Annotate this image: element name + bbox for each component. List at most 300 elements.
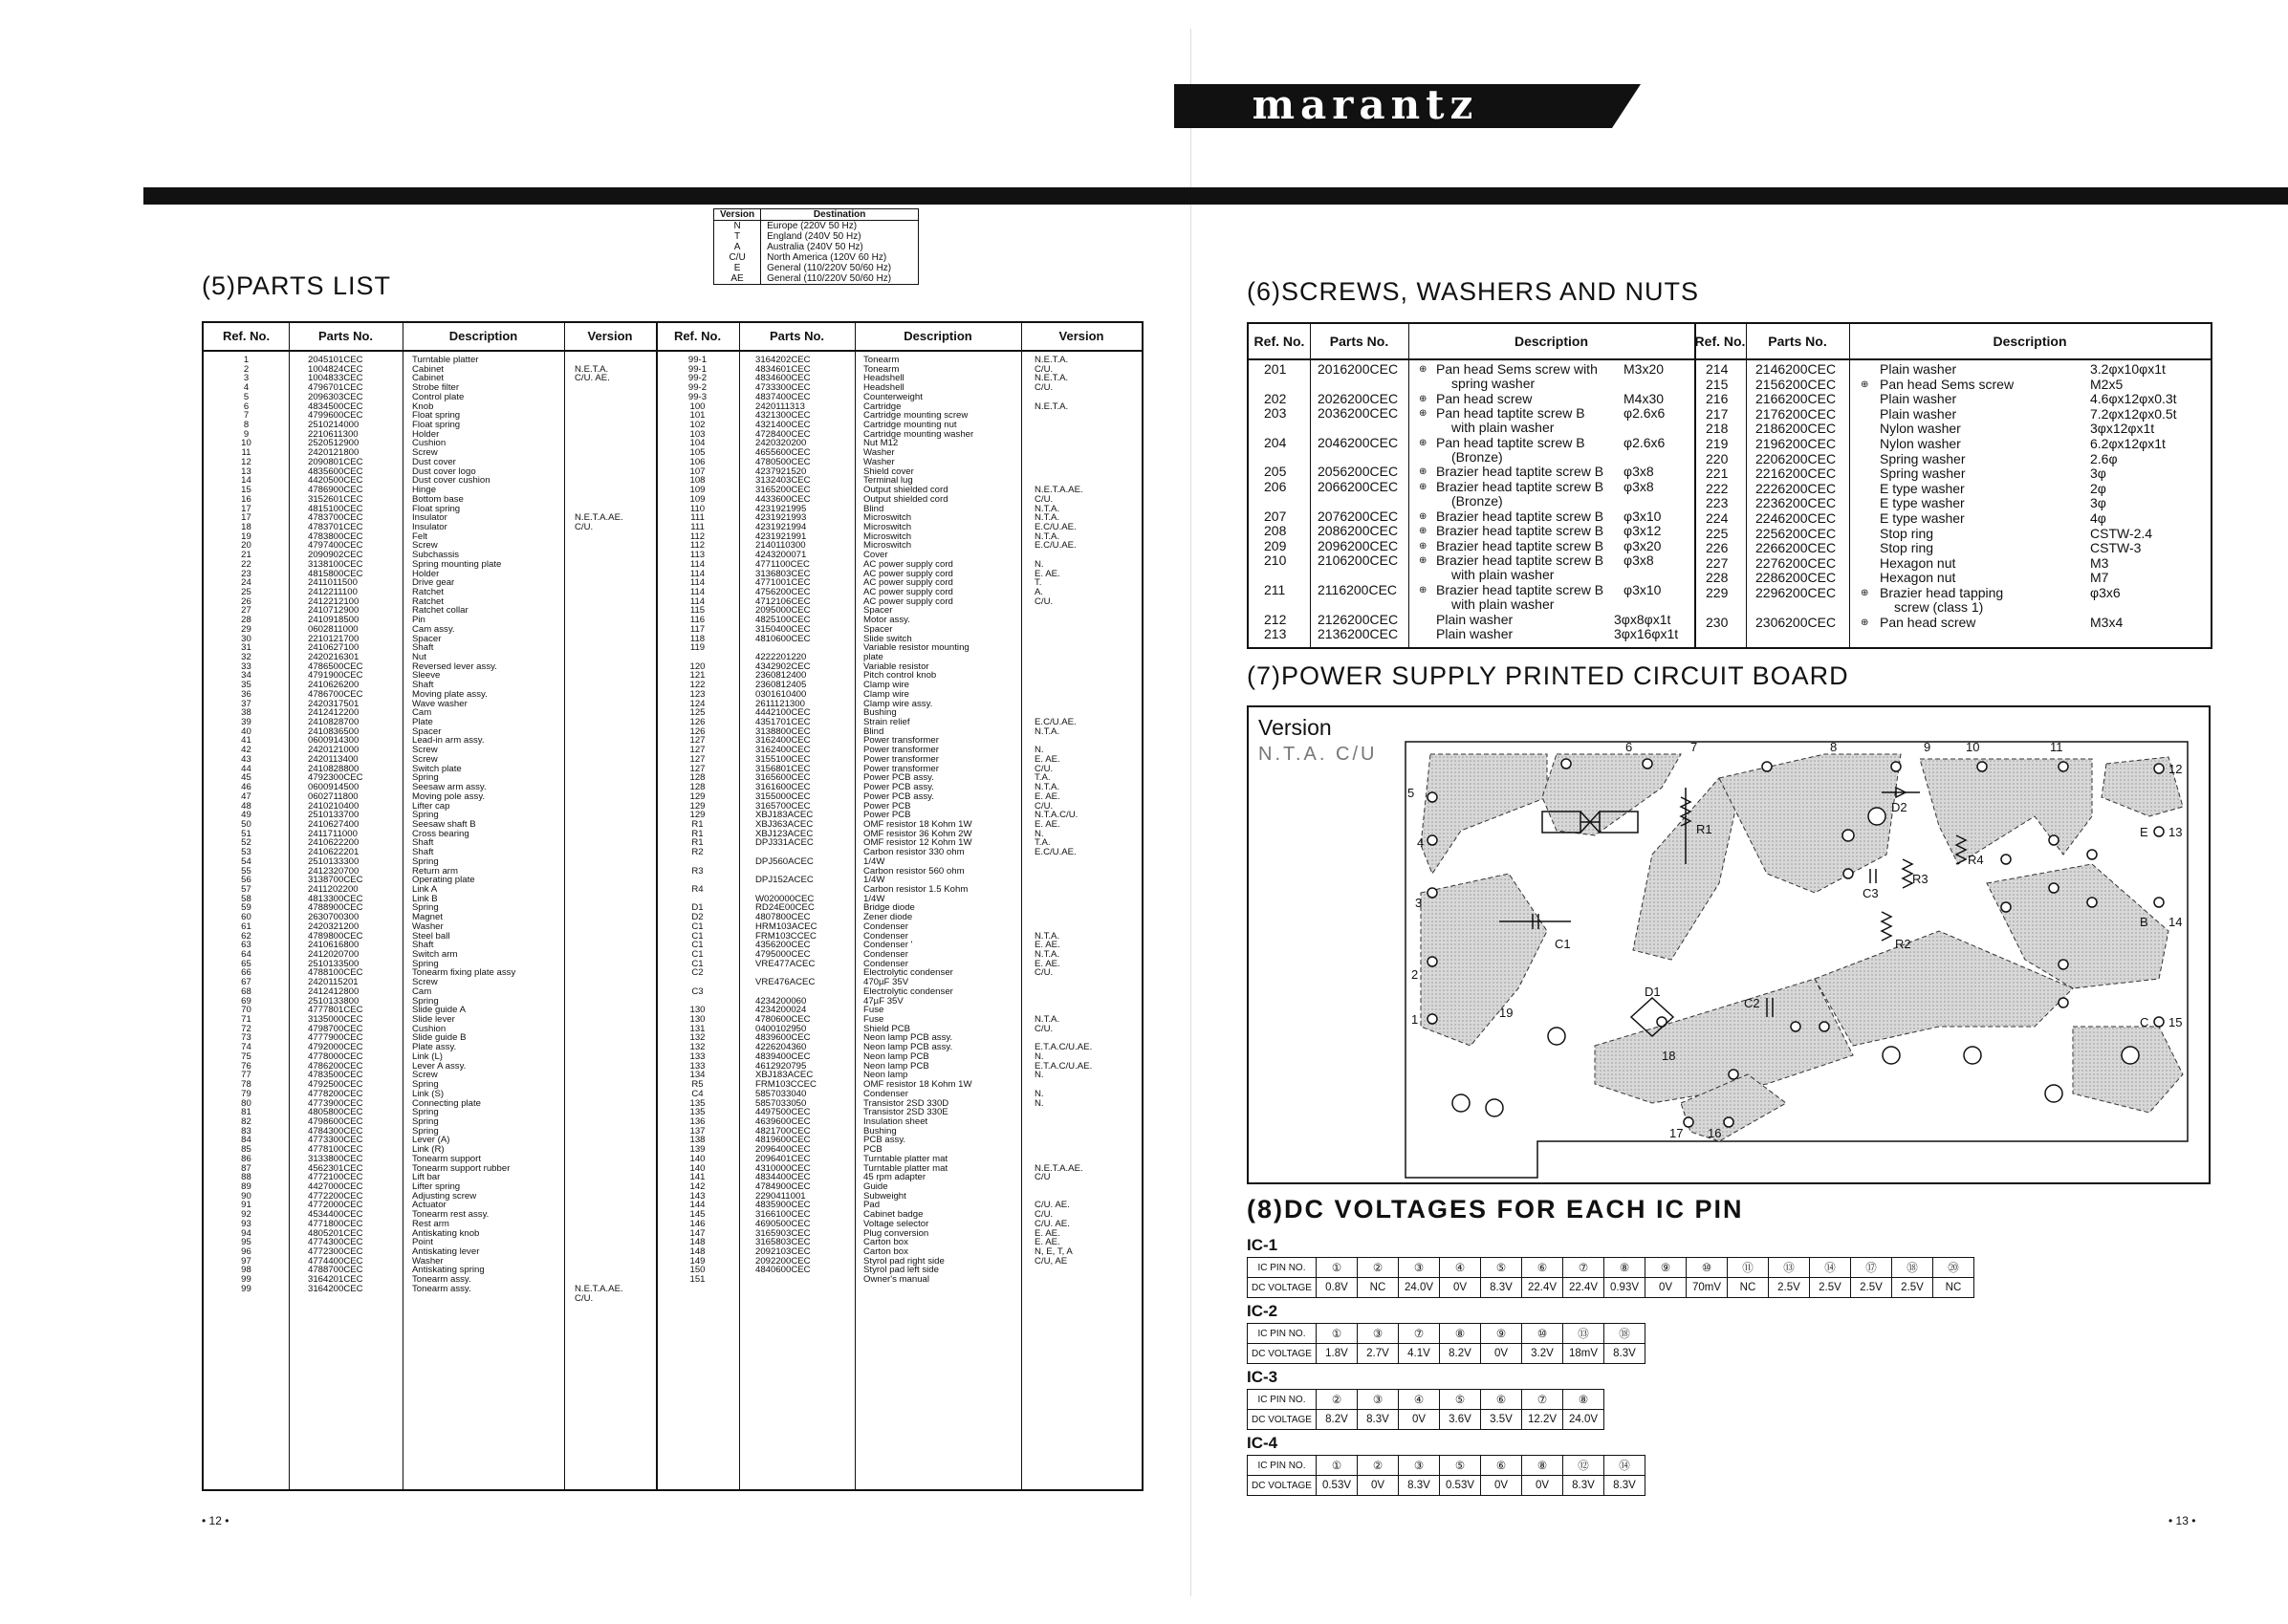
parts-list-cell bbox=[575, 1145, 655, 1155]
screw-description: Pan head taptite screw B bbox=[1436, 405, 1585, 422]
parts-list-cell: Slide lever bbox=[412, 1014, 455, 1026]
parts-list-cell: 77 bbox=[241, 1070, 251, 1081]
parts-list-cell bbox=[575, 1015, 655, 1025]
parts-list-cell bbox=[575, 802, 655, 812]
screw-description: Plain washer bbox=[1436, 611, 1514, 627]
screw-ref: 206 bbox=[1264, 479, 1287, 494]
dc-row-label: DC VOLTAGE bbox=[1248, 1476, 1317, 1496]
ic-pin-cell: ⑭ bbox=[1603, 1456, 1645, 1476]
parts-list-cell: 60 bbox=[241, 912, 251, 923]
parts-list-cell: Bushing bbox=[863, 707, 897, 719]
svg-text:C2: C2 bbox=[1744, 996, 1760, 1010]
parts-list-cell: XBJ183ACEC bbox=[755, 810, 814, 821]
parts-list-cell bbox=[575, 708, 655, 718]
parts-list-cell: E. AE. bbox=[1035, 958, 1060, 969]
parts-list-cell: C1 bbox=[691, 949, 704, 960]
parts-list-cell: 4222201220 bbox=[755, 652, 807, 662]
parts-list-cell: 111 bbox=[690, 512, 705, 524]
screw-ref: 220 bbox=[1706, 450, 1729, 466]
parts-list-cell: Variable resistor mounting bbox=[863, 642, 970, 654]
screw-description: Pan head Sems screw with bbox=[1436, 361, 1598, 377]
parts-list-cell: 135 bbox=[689, 1107, 706, 1118]
parts-list-cell: 96 bbox=[241, 1246, 251, 1257]
parts-list-cell: A. bbox=[1035, 586, 1044, 597]
parts-list-cell: Operating plate bbox=[412, 875, 475, 886]
parts-list-cell bbox=[575, 1164, 655, 1174]
parts-list-cell: Cartridge mounting nut bbox=[863, 420, 957, 431]
screw-description: Nylon washer bbox=[1880, 421, 1961, 437]
parts-list-cell: 1/4W bbox=[863, 855, 885, 867]
parts-list-cell: 45 rpm adapter bbox=[863, 1172, 926, 1183]
parts-list-cell: DPJ152ACEC bbox=[755, 875, 814, 886]
parts-list-cell: 52 bbox=[241, 837, 251, 849]
parts-list-cell: 19 bbox=[241, 531, 251, 542]
parts-list-cell: 69 bbox=[241, 995, 251, 1007]
parts-list-cell: 2045101CEC bbox=[308, 356, 363, 365]
parts-list-cell: 4310000CEC bbox=[755, 1162, 811, 1174]
ic-pin-cell: ⑧ bbox=[1562, 1390, 1603, 1410]
parts-list-cell bbox=[575, 1117, 655, 1127]
dc-voltage-cell: 22.4V bbox=[1562, 1278, 1603, 1298]
parts-list-cell: Cross bearing bbox=[412, 828, 469, 839]
parts-list-cell: 90 bbox=[241, 1190, 251, 1202]
screws-header-desc-2: Description bbox=[1849, 324, 2211, 360]
dc-row-label: IC PIN NO. bbox=[1248, 1258, 1317, 1278]
screw-ref: 225 bbox=[1706, 525, 1729, 541]
screw-part-no: 2196200CEC bbox=[1755, 436, 1837, 451]
version-table-header: Destination bbox=[761, 209, 919, 221]
parts-list-cell: 4783500CEC bbox=[308, 1070, 363, 1081]
screw-part-no: 2216200CEC bbox=[1755, 466, 1837, 482]
parts-list-cell: 2420121800 bbox=[308, 447, 360, 459]
parts-list-cell: 2410712900 bbox=[308, 605, 360, 617]
parts-list-cell: Neon lamp bbox=[863, 1070, 908, 1081]
parts-list-cell: Tonearm assy. bbox=[412, 1283, 471, 1294]
parts-list-cell bbox=[1035, 857, 1140, 867]
screw-part-no: 2056200CEC bbox=[1318, 464, 1399, 480]
parts-list-cell: Spring bbox=[412, 1115, 439, 1127]
parts-list-cell: Cabinet bbox=[412, 363, 445, 375]
ic-label: IC-3 bbox=[1247, 1368, 1278, 1386]
screw-size: CSTW-2.4 bbox=[2090, 525, 2153, 541]
parts-list-cell: 99-1 bbox=[687, 356, 708, 365]
parts-list-cell: 121 bbox=[689, 670, 706, 682]
parts-list-cell: Tonearm support bbox=[412, 1153, 481, 1164]
parts-list-cell: 97 bbox=[241, 1255, 251, 1267]
parts-list-cell bbox=[575, 606, 655, 616]
parts-list-cell: Power transformer bbox=[863, 745, 939, 756]
parts-list-cell: 3164201CEC bbox=[308, 1274, 363, 1286]
parts-list-cell: C/U. bbox=[1035, 763, 1054, 774]
parts-list-cell: Antiskating lever bbox=[412, 1246, 480, 1257]
parts-list-cell: 111 bbox=[690, 521, 705, 532]
parts-list-cell: C/U, AE bbox=[1035, 1255, 1068, 1267]
dc-row-label: DC VOLTAGE bbox=[1248, 1410, 1317, 1430]
parts-list-cell: Reversed lever assy. bbox=[412, 660, 497, 672]
parts-list-cell: Headshell bbox=[863, 373, 904, 384]
header-rule bbox=[143, 187, 2288, 205]
screw-part-no: 2256200CEC bbox=[1755, 525, 1837, 541]
parts-list-cell: N.T.A. bbox=[1035, 1014, 1060, 1026]
svg-text:11: 11 bbox=[2050, 740, 2063, 754]
screw-size: 3φ bbox=[2090, 466, 2106, 482]
screw-part-no: 2276200CEC bbox=[1755, 554, 1837, 571]
screw-ref: 226 bbox=[1706, 540, 1729, 556]
parts-list-cell: Shaft bbox=[412, 940, 434, 951]
parts-list-cell: 2510133700 bbox=[308, 810, 360, 821]
version-code-cell: C/U bbox=[714, 252, 761, 263]
svg-text:C: C bbox=[2140, 1015, 2149, 1029]
header-description-2: Description bbox=[855, 323, 1021, 352]
parts-list-cell: Spring bbox=[412, 855, 439, 867]
parts-list-cell bbox=[575, 857, 655, 867]
parts-list-cell: 4788900CEC bbox=[308, 902, 363, 914]
dc-voltage-cell: 22.4V bbox=[1521, 1278, 1562, 1298]
screw-description: Plain washer bbox=[1880, 391, 1957, 407]
parts-list-cell: N. bbox=[1035, 558, 1044, 570]
parts-list-cell: 37 bbox=[241, 698, 251, 709]
svg-text:3: 3 bbox=[1415, 896, 1423, 910]
parts-list-cell: Clamp wire bbox=[863, 688, 909, 700]
parts-list-cell: 3138100CEC bbox=[308, 558, 363, 570]
parts-list-cell: Microswitch bbox=[863, 531, 912, 542]
parts-list-cell: 2090902CEC bbox=[308, 550, 363, 561]
parts-list-cell: 62 bbox=[241, 930, 251, 942]
parts-list-cell: 2420111313 bbox=[755, 401, 805, 412]
parts-list-cell: Output shielded cord bbox=[863, 485, 948, 496]
parts-list-cell: 34 bbox=[241, 670, 251, 682]
parts-list-cell bbox=[575, 1173, 655, 1182]
dc-voltages-title: (8)DC VOLTAGES FOR EACH IC PIN bbox=[1247, 1195, 1744, 1223]
parts-list-cell: 148 bbox=[689, 1237, 706, 1248]
parts-list-cell: 4784900CEC bbox=[755, 1180, 811, 1192]
dc-voltage-cell: 8.2V bbox=[1439, 1344, 1480, 1364]
screw-description: Nylon washer bbox=[1880, 436, 1961, 451]
parts-list-cell: 47 bbox=[241, 790, 251, 802]
parts-list-cell: Shaft bbox=[412, 642, 434, 654]
parts-list-cell: N.E.T.A.AE. bbox=[575, 512, 623, 524]
parts-list-cell: N.E.T.A. bbox=[575, 363, 609, 375]
parts-list-cell: 108 bbox=[689, 475, 706, 487]
dc-row-label: DC VOLTAGE bbox=[1248, 1278, 1317, 1298]
parts-list-cell: Power PCB bbox=[863, 800, 911, 812]
screw-description-cont: screw (class 1) bbox=[1894, 599, 1984, 615]
pcb-version-value: N.T.A. C/U bbox=[1258, 744, 1378, 765]
dc-voltage-cell: 24.0V bbox=[1398, 1278, 1439, 1298]
parts-list-cell: Moving pole assy. bbox=[412, 790, 486, 802]
parts-list-cell: Return arm bbox=[412, 865, 458, 877]
screw-size: φ2.6x6 bbox=[1623, 405, 1666, 422]
parts-list-cell: 84 bbox=[241, 1135, 251, 1146]
dc-voltage-cell: 2.5V bbox=[1809, 1278, 1850, 1298]
parts-list-cell: 48 bbox=[241, 800, 251, 812]
parts-list-cell bbox=[1035, 653, 1140, 662]
parts-list-cell: 2090801CEC bbox=[308, 456, 363, 467]
version-code-cell: AE bbox=[714, 273, 761, 285]
screw-description: Plain washer bbox=[1880, 405, 1957, 422]
trace-bottom-right bbox=[2073, 1027, 2183, 1113]
parts-list-cell: C1 bbox=[691, 940, 704, 951]
parts-list-cell: Strain relief bbox=[863, 717, 910, 728]
parts-list-cell bbox=[1035, 411, 1140, 421]
parts-list-cell: 131 bbox=[689, 1023, 706, 1034]
version-destination-table bbox=[713, 208, 919, 285]
parts-list-cell bbox=[1035, 421, 1140, 430]
parts-list-cell: Neon lamp PCB assy. bbox=[863, 1032, 953, 1044]
parts-list-cell bbox=[1035, 987, 1140, 997]
parts-list-cell: Dust cover logo bbox=[412, 466, 476, 477]
parts-list-cell: 75 bbox=[241, 1050, 251, 1062]
parts-list-cell bbox=[575, 486, 655, 495]
parts-list-cell: 16 bbox=[241, 493, 251, 505]
screw-ref: 202 bbox=[1264, 390, 1287, 406]
parts-list-cell: 4815800CEC bbox=[308, 568, 363, 579]
destination-cell: North America (120V 60 Hz) bbox=[767, 252, 887, 263]
parts-list-cell: 4792000CEC bbox=[308, 1042, 363, 1053]
svg-text:D1: D1 bbox=[1645, 985, 1661, 999]
parts-list-cell bbox=[1035, 867, 1140, 877]
parts-list-cell: 3165600CEC bbox=[755, 772, 811, 784]
parts-list-cell: Microswitch bbox=[863, 521, 912, 532]
ic-pin-cell: ⑨ bbox=[1645, 1258, 1686, 1278]
parts-list-cell: 4778100CEC bbox=[308, 1144, 363, 1156]
parts-list-cell: 127 bbox=[689, 753, 706, 765]
parts-list-cell bbox=[1035, 1285, 1140, 1294]
parts-list-cell: 2410627100 bbox=[308, 642, 360, 654]
parts-list-cell: Rest arm bbox=[412, 1218, 449, 1229]
parts-list-cell: 73 bbox=[241, 1032, 251, 1044]
parts-list-cell bbox=[575, 885, 655, 895]
parts-list-cell: Spring bbox=[412, 958, 439, 969]
parts-list-cell bbox=[1035, 1266, 1140, 1275]
parts-list-cell: 4834500CEC bbox=[308, 401, 363, 412]
screw-size: 6.2φx12φx1t bbox=[2090, 436, 2166, 451]
parts-list-cell: Link (S) bbox=[412, 1088, 445, 1099]
svg-text:C1: C1 bbox=[1555, 937, 1571, 951]
parts-list-cell: 36 bbox=[241, 688, 251, 700]
parts-list-cell: E.C/U.AE. bbox=[1035, 847, 1077, 858]
parts-list-cell: C/U. bbox=[575, 521, 594, 532]
parts-list-cell: Float spring bbox=[412, 410, 461, 422]
parts-list-cell: E. AE. bbox=[1035, 1227, 1060, 1239]
parts-list-cell: N. bbox=[1035, 1088, 1044, 1099]
parts-list-cell: 124 bbox=[689, 698, 706, 709]
pcb-layout-drawing bbox=[1404, 740, 2190, 1180]
parts-list-cell bbox=[575, 588, 655, 597]
parts-list-cell: Screw bbox=[412, 540, 438, 552]
parts-list-cell: 99 bbox=[241, 1274, 251, 1286]
parts-list-cell: 1004824CEC bbox=[308, 363, 363, 375]
parts-list-cell: Lift bar bbox=[412, 1172, 441, 1183]
screw-description: Stop ring bbox=[1880, 525, 1934, 541]
parts-list-cell: 33 bbox=[241, 660, 251, 672]
parts-list-cell bbox=[1035, 551, 1140, 560]
parts-list-cell: 142 bbox=[689, 1180, 706, 1192]
version-code-cell: A bbox=[714, 242, 761, 252]
parts-list-cell: 146 bbox=[689, 1218, 706, 1229]
parts-list-cell: Turntable platter mat bbox=[863, 1162, 948, 1174]
parts-list-cell: 82 bbox=[241, 1115, 251, 1127]
parts-list-cell: T.A. bbox=[1035, 772, 1051, 784]
parts-list-cell: 3138800CEC bbox=[755, 725, 811, 737]
parts-list-cell: 4237921520 bbox=[755, 466, 807, 477]
parts-list-cell: 147 bbox=[689, 1227, 706, 1239]
parts-list-cell bbox=[575, 1257, 655, 1267]
screw-head-icon: ⊕ bbox=[1419, 408, 1427, 420]
parts-list-cell: 2410622201 bbox=[308, 847, 360, 858]
parts-list-cell: 4778200CEC bbox=[308, 1088, 363, 1099]
dc-voltage-cell: 0V bbox=[1439, 1278, 1480, 1298]
parts-list-cell: Shaft bbox=[412, 837, 434, 849]
ic-pin-cell: ① bbox=[1316, 1456, 1357, 1476]
parts-list-cell: 4784300CEC bbox=[308, 1125, 363, 1137]
parts-list-cell: 144 bbox=[689, 1200, 706, 1211]
parts-list-cell: OMF resistor 18 Kohm 1W bbox=[863, 1079, 972, 1091]
parts-list-cell bbox=[1035, 1108, 1140, 1117]
parts-list-cell: 7 bbox=[243, 410, 250, 422]
parts-list-cell: 72 bbox=[241, 1023, 251, 1034]
parts-list-cell: 31 bbox=[241, 642, 251, 654]
parts-list-cell: 44 bbox=[241, 763, 251, 774]
parts-list-cell: 32 bbox=[241, 652, 251, 662]
screw-head-icon: ⊕ bbox=[1861, 617, 1869, 628]
screw-size: 3φx16φx1t bbox=[1614, 626, 1679, 642]
parts-list-cell: 4442100CEC bbox=[755, 707, 811, 719]
parts-list-cell: 4231921994 bbox=[755, 521, 807, 532]
parts-list-cell: Power transformer bbox=[863, 763, 939, 774]
parts-list-cell: 15 bbox=[241, 485, 251, 496]
parts-list-cell: Voltage selector bbox=[863, 1218, 929, 1229]
parts-list-cell: 2420121000 bbox=[308, 745, 360, 756]
parts-list-cell: Cushion bbox=[412, 1023, 447, 1034]
parts-list-cell: 2411202200 bbox=[308, 883, 359, 895]
parts-list-cell: 25 bbox=[241, 586, 251, 597]
parts-list-cell: 59 bbox=[241, 902, 251, 914]
parts-list-cell: Pad bbox=[863, 1200, 881, 1211]
parts-list-cell: 4792500CEC bbox=[308, 1079, 363, 1091]
parts-list-cell: 103 bbox=[689, 428, 706, 440]
parts-list-cell: 2510133800 bbox=[308, 995, 360, 1007]
parts-list-cell bbox=[1035, 736, 1140, 746]
parts-list-cell: VRE476ACEC bbox=[755, 977, 816, 988]
parts-list-cell: E.C/U.AE. bbox=[1035, 521, 1077, 532]
parts-list-cell bbox=[575, 913, 655, 922]
screw-ref: 223 bbox=[1706, 495, 1729, 511]
parts-list-cell: 4788700CEC bbox=[308, 1265, 363, 1276]
screw-part-no: 2236200CEC bbox=[1755, 495, 1837, 511]
screw-description-cont: with plain washer bbox=[1451, 596, 1555, 612]
screw-head-icon: ⊕ bbox=[1419, 585, 1427, 595]
parts-list-cell: Power transformer bbox=[863, 753, 939, 765]
parts-list-cell: 115 bbox=[689, 605, 706, 617]
parts-list-cell bbox=[575, 570, 655, 579]
parts-list-cell: C2 bbox=[691, 967, 704, 979]
ic-pin-cell: ③ bbox=[1357, 1324, 1398, 1344]
parts-list-cell: 99-1 bbox=[687, 363, 708, 375]
parts-list-cell: 88 bbox=[241, 1172, 251, 1183]
parts-list-cell: Moving plate assy. bbox=[412, 688, 488, 700]
parts-list-cell: 139 bbox=[689, 1144, 706, 1156]
parts-list-cell: Insulator bbox=[412, 521, 447, 532]
parts-list-cell: R2 bbox=[691, 847, 704, 858]
parts-list-cell: Turntable platter bbox=[412, 356, 479, 365]
parts-list-cell: Washer bbox=[412, 920, 444, 932]
parts-list-cell: Condenser bbox=[863, 949, 908, 960]
parts-list-cell: 140 bbox=[689, 1153, 706, 1164]
parts-list-cell: Condenser ' bbox=[863, 940, 913, 951]
screw-description: Pan head Sems screw bbox=[1880, 376, 2015, 392]
parts-list-cell: Cam bbox=[412, 985, 432, 997]
parts-list-cell: 4783701CEC bbox=[308, 521, 363, 532]
parts-list-cell: Electrolytic condenser bbox=[863, 985, 953, 997]
parts-list-cell: Spring bbox=[412, 902, 439, 914]
parts-list-cell: 4834601CEC bbox=[755, 363, 811, 375]
ic-label: IC-2 bbox=[1247, 1302, 1278, 1320]
parts-list-cell bbox=[1035, 903, 1140, 913]
parts-list-cell bbox=[575, 1247, 655, 1257]
parts-list-cell: 4234200060 bbox=[755, 995, 807, 1007]
parts-list-cell: 109 bbox=[689, 485, 706, 496]
screw-head-icon: ⊕ bbox=[1419, 393, 1427, 404]
svg-text:14: 14 bbox=[2168, 915, 2183, 929]
screw-part-no: 2106200CEC bbox=[1318, 552, 1399, 569]
dc-voltage-cell: 0.53V bbox=[1439, 1476, 1480, 1496]
parts-list-cell: 4819600CEC bbox=[755, 1135, 811, 1146]
parts-list-cell: 94 bbox=[241, 1227, 251, 1239]
parts-list-cell: 126 bbox=[689, 725, 706, 737]
parts-list-cell: N. bbox=[1035, 1097, 1044, 1109]
parts-list-cell: 4777801CEC bbox=[308, 1005, 363, 1016]
parts-list-cell: Condenser bbox=[863, 1088, 908, 1099]
parts-list-cell: Fuse bbox=[863, 1014, 884, 1026]
screw-description: Brazier head taptite screw B bbox=[1436, 552, 1604, 569]
parts-list-cell: 110 bbox=[689, 503, 706, 514]
parts-list-cell: 99 bbox=[241, 1283, 251, 1294]
screw-ref: 214 bbox=[1706, 361, 1729, 377]
parts-list-cell: Spring bbox=[412, 1125, 439, 1137]
ic-voltage-table bbox=[1247, 1389, 1604, 1430]
parts-list-cell: Plate assy. bbox=[412, 1042, 457, 1053]
parts-list-cell bbox=[1035, 430, 1140, 440]
parts-list-cell: 95 bbox=[241, 1237, 251, 1248]
parts-list-cell: Subchassis bbox=[412, 550, 460, 561]
parts-list-cell: 46 bbox=[241, 782, 251, 793]
parts-list-cell: 3165700CEC bbox=[755, 800, 811, 812]
parts-list-cell bbox=[1035, 1117, 1140, 1127]
parts-list-cell: 4797400CEC bbox=[308, 540, 363, 552]
parts-list-cell: 4780600CEC bbox=[755, 1014, 811, 1026]
ic-pin-cell: ⑬ bbox=[1562, 1324, 1603, 1344]
parts-list-cell: 4771800CEC bbox=[308, 1218, 363, 1229]
parts-list-cell bbox=[575, 1033, 655, 1043]
screw-description: Brazier head tapping bbox=[1880, 585, 2004, 600]
screw-description: Brazier head taptite screw B bbox=[1436, 464, 1604, 480]
parts-list-cell: 1004833CEC bbox=[308, 373, 363, 384]
screw-ref: 217 bbox=[1706, 405, 1729, 422]
parts-list-cell: C/U. bbox=[1035, 800, 1054, 812]
parts-list-cell: Carbon resistor 560 ohm bbox=[863, 865, 965, 877]
ic-voltage-table bbox=[1247, 1455, 1645, 1496]
screw-description: Spring washer bbox=[1880, 450, 1966, 466]
header-ref-no-2: Ref. No. bbox=[656, 323, 739, 352]
screw-size: M2x5 bbox=[2090, 376, 2124, 392]
parts-list-cell bbox=[575, 1238, 655, 1247]
parts-list-cell: N. bbox=[1035, 745, 1044, 756]
parts-list-cell: 43 bbox=[241, 753, 251, 765]
ic-pin-cell: ⑰ bbox=[1850, 1258, 1891, 1278]
parts-list-cell: Terminal lug bbox=[863, 475, 913, 487]
parts-list-cell: 122 bbox=[689, 680, 706, 691]
